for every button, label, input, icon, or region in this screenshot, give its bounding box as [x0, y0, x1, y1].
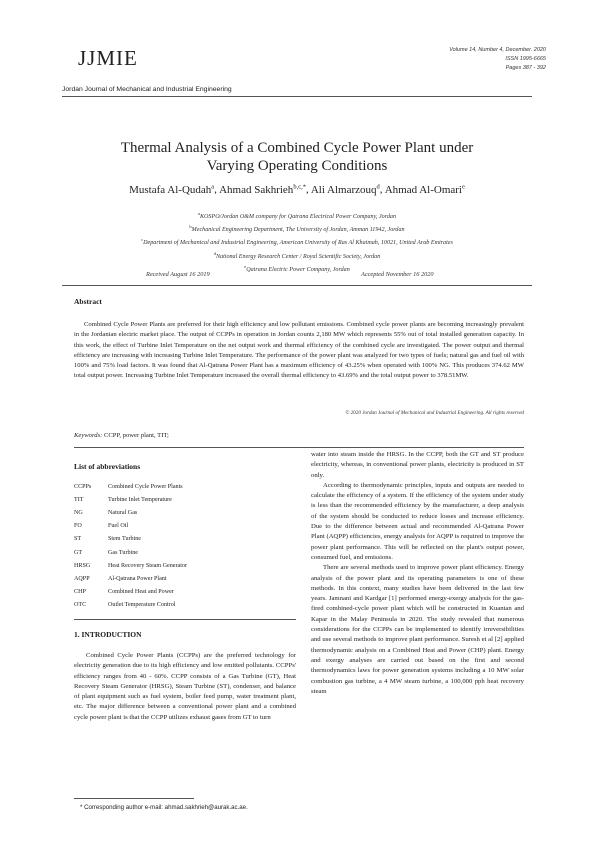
- keywords: [74, 432, 169, 439]
- abbreviations-table: [74, 480, 284, 612]
- affiliations: [62, 209, 532, 275]
- table-row: AQPP Al-Qatrana Power Plant: [74, 575, 167, 582]
- author-list: Mustafa Al-Qudah$^a$, Ahmad Sakhrieh$^{b,c,*}$, Ali Almarzouq$^d$, Ahmad Al-Omari$^e$: [129, 183, 465, 196]
- author: Mustafa Al-Qudah$^a$: [129, 183, 215, 196]
- abstract-heading: Abstract: [74, 297, 102, 306]
- volume-number: Volume 14, Number 4, December. 2020: [449, 47, 546, 53]
- abstract-text: Combined Cycle Power Plants are preferred for their high efficiency and low pollutant emissions. Combined cycle power plants are becoming increasingly prevalent in the Jordanian electric market place. The output of CCPPs in operation in Jordan counts 2,180 MW which represents 55% out of total installed generation capacity. In this work, the effect of Turbine Inlet Temperature on the net output work and thermal efficiency of the combined cycle are investigated. The power output and thermal efficiency are increasing with increasing Turbine Inlet Temperature. The performance of the power plant was analyzed for two types of fuels; natural gas and fuel oil with 100% and 75% load factors. It was found that Al-Qatrana Power Plant has a maximum efficiency of 43.25% when operated with 100% NG. This produces 374.62 MW total output power. Increasing Turbine Inlet Temperature increased the overall thermal efficiency to 43.69% and the total output power to 378.51MW.: [74, 321, 524, 380]
- intro-left-column: [74, 651, 296, 723]
- table-row: CCPPs Combined Cycle Power Plants: [74, 483, 183, 490]
- table-row: ST Stem Turbine: [74, 536, 142, 543]
- table-row: GT Gas Turbine: [74, 549, 138, 556]
- affiliation: $^c$Department of Mechanical and Industrial Engineering, American University of Ras Al Khaimah, 10021, United Arab Emirates: [141, 237, 453, 247]
- abbreviations-divider: [74, 619, 296, 620]
- table-row: HRSG Heat Recovery Steam Generator: [74, 562, 188, 569]
- keywords-value: CCPP, power plant, TIT;: [103, 432, 169, 439]
- journal-logo: JJMIE: [78, 46, 138, 70]
- affiliation: $^b$Mechanical Engineering Department, The University of Jordan, Amman 11942, Jordan: [189, 224, 405, 234]
- affiliation: $^a$KOSPO/Jordan O&M company for Qatrana Electrical Power Company, Jordan: [197, 211, 397, 221]
- dates-divider: [62, 285, 532, 286]
- copyright-notice: © 2020 Jordan Journal of Mechanical and Industrial Engineering. All rights reserved: [345, 410, 524, 416]
- footnote-divider: [74, 798, 194, 799]
- paper-title: [62, 139, 532, 175]
- affiliation: $^e$Qatrana Electric Power Company, Jordan: [244, 263, 350, 273]
- table-row: FO Fuel Oil: [74, 523, 129, 530]
- section-heading: 1. INTRODUCTION: [74, 630, 142, 639]
- keywords-divider: [74, 447, 524, 448]
- issn: ISSN 1995-6665: [505, 56, 546, 62]
- keywords-label: Keywords:: [74, 432, 103, 439]
- paragraph: There are several methods used to improve power plant efficiency. Energy analysis of the power plant and its operating parameters is one of these methods. In this context, many studies have been delivered in the last few years. Jamnani and Kardgar [1] performed energy-exergy analysis for the gas-fired combined-cycle power plant which will be constructed in Kuantan and Kapar in the Malay Peninsula in 2020. The study revealed that numerous considerations for the CCPPs can be implemented to identify irreversibilities and use several methods to improve plant performance. Suresh et al [2] applied thermodynamic analysis on a Combined Heat and Power (CHP) plant. Energy and exergy analyses are carried out based on the first and second thermodynamics laws for power generation systems including a 10 MW solar combustion gas turbine, a 4 MW steam turbine, a 100,000 pph heat recovery steam: [311, 564, 524, 695]
- header-divider: [62, 96, 532, 97]
- affiliation: $^d$National Energy Research Center / Royal Scientific Society, Jordan: [213, 250, 381, 260]
- paragraph: According to thermodynamic principles, inputs and outputs are needed to calculate the efficiency of a system. If the efficiency of the system under study is less than the recommended efficiency by the manufacturer, a deep analysis of the system should be conducted to reduce losses and increase efficiency. Due to the difference between actual and recommended Al-Qatrana Power Plant (AQPP) efficiencies, energy analysis for AQPP is required to improve the power plant performance. This will be reflected on the plant's output power, consumed fuel, and emissions.: [311, 481, 524, 561]
- title-line-1: Thermal Analysis of a Combined Cycle Power Plant under: [120, 140, 474, 156]
- author: Ali Almarzouq$^d$: [310, 183, 380, 196]
- table-row: TIT Turbine Inlet Temperature: [74, 496, 172, 503]
- title-line-2: Varying Operating Conditions: [206, 158, 388, 174]
- table-row: NG Natural Gas: [74, 509, 138, 516]
- right-column: [311, 450, 524, 697]
- accepted-date: Accepted November 16 2020: [361, 271, 434, 278]
- table-row: CHP Combined Heat and Power: [74, 589, 174, 596]
- journal-name: Jordan Journal of Mechanical and Industrial Engineering: [62, 86, 232, 93]
- page-range: Pages 387 - 392: [505, 65, 546, 71]
- author: Ahmad Sakhrieh$^{b,c,*}$: [219, 183, 306, 196]
- paragraph: water into steam inside the HRSG. In the CCPP, both the GT and ST produce electricity, whereas, in conventional power plants, electricity is produced in ST only.: [311, 451, 524, 479]
- table-row: OTC Outlet Temperature Control: [74, 602, 176, 609]
- corresponding-author-footnote: * Corresponding author e-mail: ahmad.sakhrieh@aurak.ac.ae.: [80, 804, 248, 811]
- abbreviations-title: List of abbreviations: [74, 462, 141, 471]
- paragraph: Combined Cycle Power Plants (CCPPs) are the preferred technology for electricity generation due to its high efficiency and low emitted pollutants. CCPPs' efficiency ranges from 40 - 60%. CCPP consists of a Gas Turbine (GT), Heat Recovery Steam Generator (HRSG), Steam Turbine (ST), condenser, and balance of plant equipment such as fuel system, boiler feed pump, water treatment plant, etc. The major difference between a conventional power plant and a combined cycle power plant is that the CCPP utilizes exhaust gases from GT to turn: [74, 652, 296, 721]
- issue-info: [346, 46, 546, 73]
- author: Ahmad Al-Omari$^e$: [384, 183, 465, 196]
- received-date: Received August 16 2019: [146, 271, 210, 278]
